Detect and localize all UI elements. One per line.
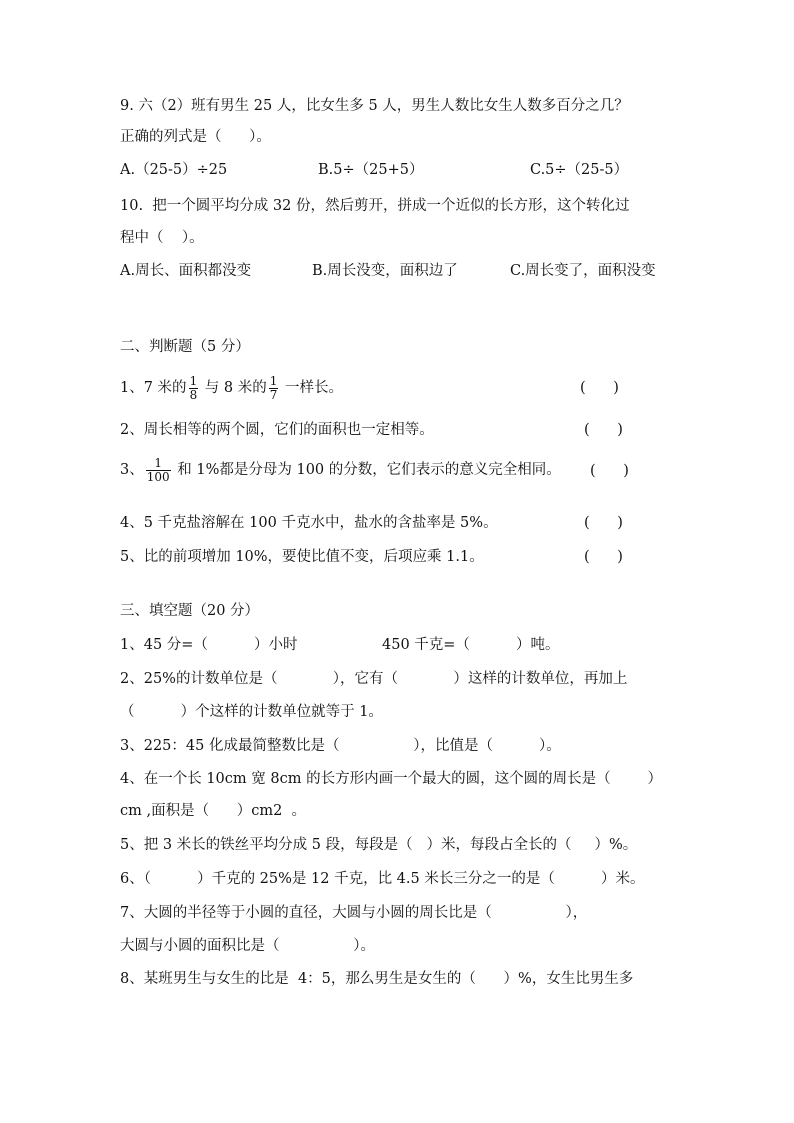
judge-item-3 [120,451,561,489]
judge-answer-4[interactable]: ( ) [584,515,623,531]
judge-item-4: 4、5 千克盐溶解在 100 千克水中，盐水的含盐率是 5%。 [120,515,498,531]
judge-item-2: 2、周长相等的两个圆，它们的面积也一定相等。 [120,422,434,438]
judge-item-1 [120,371,343,405]
judge-answer-3[interactable]: ( ) [590,463,629,479]
fraction-denominator: 8 [189,387,198,402]
judge-answer-2[interactable]: ( ) [584,422,623,438]
q10-line2: 程中（ ）。 [120,230,204,246]
q9-line2: 正确的列式是（ ）。 [120,129,271,145]
judge-item-1-post: 一样长。 [280,380,344,396]
fill-item-2-line1: 2、25%的计数单位是（ ），它有（ ）这样的计数单位，再加上 [120,671,628,687]
fraction-denominator: 100 [146,469,170,484]
judge-item-1-mid: 与 8 米的 [200,380,267,396]
fraction-numerator: 1 [189,373,198,388]
fill-item-8: 8、某班男生与女生的比是 4：5，那么男生是女生的（ ）%，女生比男生多 [120,971,634,987]
fill-item-6: 6、（ ）千克的 25%是 12 千克，比 4.5 米长三分之一的是（ ）米。 [120,871,645,887]
judge-item-3-post: 和 1%都是分母为 100 的分数，它们表示的意义完全相同。 [172,462,561,478]
judge-answer-1[interactable]: ( ) [580,380,619,396]
judge-heading: 二、判断题（5 分） [120,339,250,355]
fill-heading: 三、填空题（20 分） [120,603,260,619]
q10-option-b: B.周长没变，面积边了 [312,263,458,279]
q9-option-c: C.5÷（25-5） [530,162,629,178]
q9-line1: 9. 六（2）班有男生 25 人，比女生多 5 人，男生人数比女生人数多百分之几？ [120,98,629,114]
fill-item-7-line2: 大圆与小圆的面积比是（ ）。 [120,938,375,954]
fraction-numerator: 1 [269,373,278,388]
fraction-1-8 [189,375,199,402]
fill-item-4-line1: 4、在一个长 10cm 宽 8cm 的长方形内画一个最大的圆，这个圆的周长是（ ） [120,771,662,787]
fill-item-5: 5、把 3 米长的铁丝平均分成 5 段，每段是（ ）米，每段占全长的（ ）%。 [120,837,638,853]
judge-answer-5[interactable]: ( ) [584,549,623,565]
fill-item-4-line2: cm ,面积是（ ）cm2 。 [120,803,307,819]
q10-option-a: A.周长、面积都没变 [120,263,252,279]
fill-item-1a: 1、45 分=（ ）小时 [120,637,298,653]
judge-item-5: 5、比的前项增加 10%，要使比值不变，后项应乘 1.1。 [120,549,484,565]
fill-item-3: 3、225：45 化成最简整数比是（ ），比值是（ ）。 [120,738,561,754]
fraction-1-7 [269,375,279,402]
fill-item-1b: 450 千克=（ ）吨。 [382,637,560,653]
fraction-1-100 [146,457,171,484]
fraction-numerator: 1 [146,457,171,471]
judge-item-1-pre: 1、7 米的 [120,380,187,396]
q9-option-b: B.5÷（25+5） [318,162,424,178]
q9-option-a: A.（25-5）÷25 [120,162,228,178]
q10-option-c: C.周长变了，面积没变 [510,263,656,279]
fill-item-7-line1: 7、大圆的半径等于小圆的直径，大圆与小圆的周长比是（ ）， [120,905,588,921]
q10-line1: 10. 把一个圆平均分成 32 份，然后剪开，拼成一个近似的长方形，这个转化过 [120,198,630,214]
fill-item-2-line2: （ ）个这样的计数单位就等于 1。 [120,704,383,720]
fraction-denominator: 7 [269,387,278,402]
judge-item-3-pre: 3、 [120,462,144,478]
